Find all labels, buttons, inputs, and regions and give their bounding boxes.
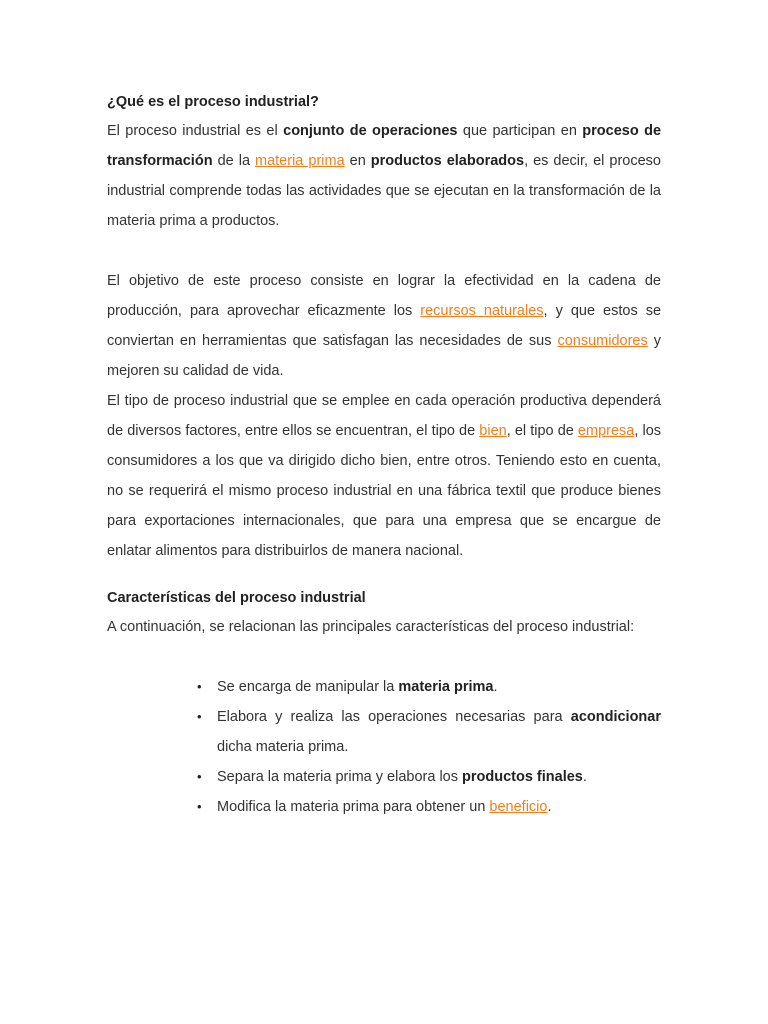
bold-text: productos finales <box>462 769 583 785</box>
text: Modifica la materia prima para obtener un <box>217 799 490 815</box>
text: . <box>493 679 498 695</box>
link-recursos-naturales[interactable]: recursos naturales <box>420 303 544 319</box>
spacer <box>107 236 661 266</box>
bold-text: productos elaborados <box>370 153 525 169</box>
list-item <box>197 702 661 762</box>
text: Elabora y realiza las operaciones necesarias para <box>217 709 571 725</box>
bold-text: proceso de transformación <box>107 123 662 169</box>
link-empresa[interactable]: empresa <box>577 423 635 439</box>
text: en <box>344 153 371 169</box>
text: El proceso industrial es el <box>107 123 284 139</box>
text: El objetivo de este proceso consiste en lograr la efectividad en la cadena de producción, para aprovechar eficazmente los <box>107 273 661 319</box>
text: , los consumidores a los que va dirigido dicho bien, entre otros. Teniendo esto en cuenta, no se requerirá el mismo proceso industrial en una fábrica textil que produce bienes para exportaciones internacionales, que para una empresa que se encargue de enlatar alimentos para distribuirlos de manera nacional. <box>107 423 662 559</box>
text: Separa la materia prima y elabora los <box>217 769 463 785</box>
list-item <box>197 762 661 792</box>
spacer <box>107 642 661 672</box>
link-consumidores[interactable]: consumidores <box>557 333 648 349</box>
spacer <box>107 566 661 584</box>
text: . <box>582 769 587 785</box>
bold-text: acondicionar <box>570 709 661 725</box>
list-item <box>197 672 661 702</box>
text: . <box>547 799 552 815</box>
bold-text: materia prima <box>398 679 494 695</box>
section-heading-what-is: ¿Qué es el proceso industrial? <box>107 94 319 110</box>
characteristics-list <box>107 672 661 822</box>
paragraph-definition <box>107 116 661 236</box>
paragraph-intro-list: A continuación, se relacionan las principales características del proceso industrial: <box>107 619 635 635</box>
text: , y que estos se conviertan en herramientas que satisfagan las necesidades de sus <box>107 303 662 349</box>
link-bien[interactable]: bien <box>479 423 507 439</box>
text: y mejoren su calidad de vida. <box>107 333 661 379</box>
document-body <box>107 88 661 822</box>
text: Se encarga de manipular la <box>217 679 399 695</box>
text: dicha materia prima. <box>217 739 349 755</box>
text: El tipo de proceso industrial que se emplee en cada operación productiva dependerá de diversos factores, entre ellos se encuentran, el tipo de <box>107 393 661 439</box>
link-beneficio[interactable]: beneficio <box>489 799 548 815</box>
bullet-icon: • <box>197 769 202 784</box>
bullet-icon: • <box>197 679 202 694</box>
link-materia-prima[interactable]: materia prima <box>255 153 345 169</box>
paragraph-process-type <box>107 386 661 566</box>
text: , es decir, el proceso industrial comprende todas las actividades que se ejecutan en la transformación de la materia prima a productos. <box>107 153 661 229</box>
paragraph-objective <box>107 266 661 386</box>
text: que participan en <box>457 123 583 139</box>
bullet-icon: • <box>197 799 202 814</box>
bold-text: conjunto de operaciones <box>283 123 458 139</box>
text: de la <box>212 153 256 169</box>
list-item <box>197 792 661 822</box>
section-heading-characteristics: Características del proceso industrial <box>107 590 366 606</box>
bullet-icon: • <box>197 709 202 724</box>
text: , el tipo de <box>506 423 578 439</box>
